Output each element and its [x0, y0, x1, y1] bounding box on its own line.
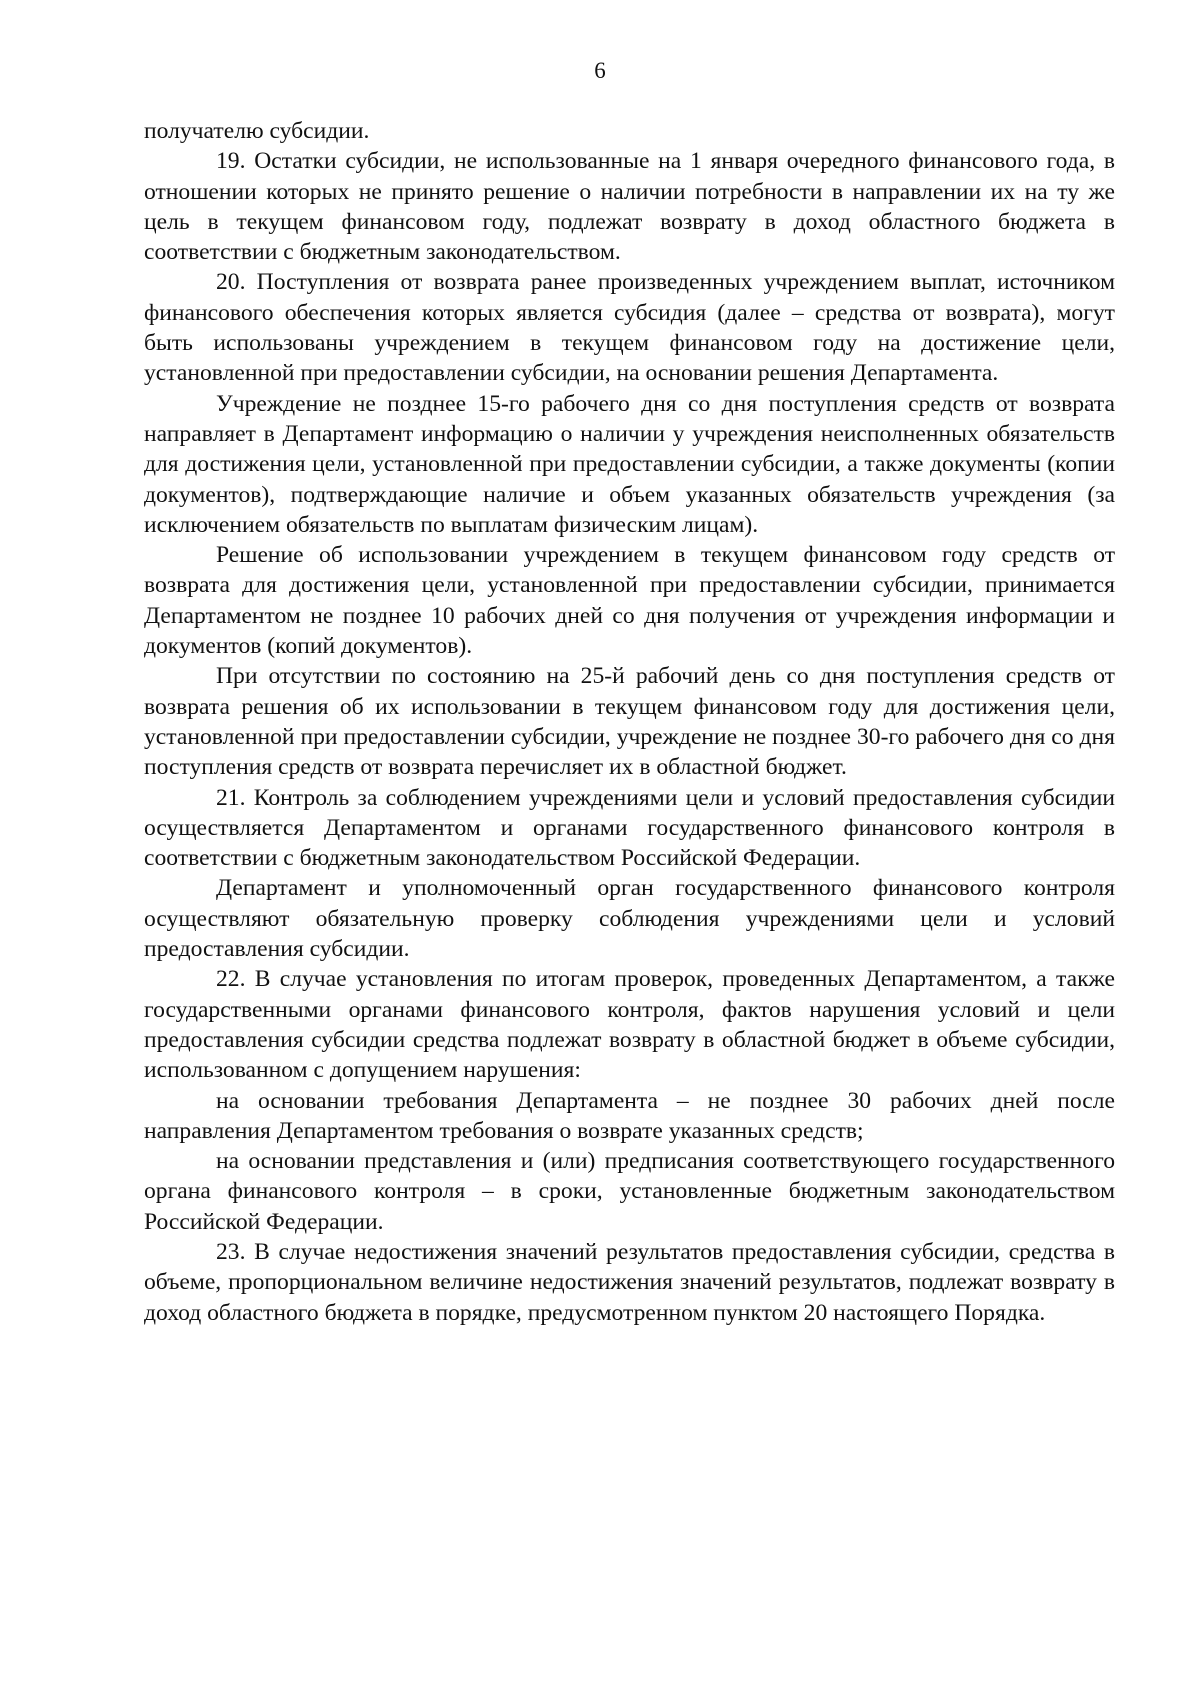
page-number: 6	[594, 58, 606, 83]
document-body	[144, 116, 1115, 1328]
paragraph-22-requirement: на основании требования Департамента – не позднее 30 рабочих дней после направления Департаментом требования о возврате указанных средств;	[144, 1087, 1115, 1144]
paragraph-19: 19. Остатки субсидии, не использованные на 1 января очередного финансового года, в отношении которых не принято решение о наличии потребности в направлении их на ту же цель в текущем финансовом году, подлежат возврату в доход областного бюджета в соответствии с бюджетным законодательством.	[144, 148, 1115, 266]
paragraph-20-decision: Решение об использовании учреждением в текущем финансовом году средств от возврата для достижения цели, установленной при предоставлении субсидии, принимается Департаментом не позднее 10 рабочих дней со дня получения от учреждения информации и документов (копий документов).	[144, 542, 1115, 660]
paragraph-20-absence: При отсутствии по состоянию на 25-й рабочий день со дня поступления средств от возврата решения об их использовании в текущем финансовом году для достижения цели, установленной при предоставлении субсидии, учреждение не позднее 30-го рабочего дня со дня поступления средств от возврата перечисляет их в областной бюджет.	[144, 663, 1115, 781]
paragraph-20: 20. Поступления от возврата ранее произведенных учреждением выплат, источником финансового обеспечения которых является субсидия (далее – средства от возврата), могут быть использованы учреждением в текущем финансовом году на достижение цели, установленной при предоставлении субсидии, на основании решения Департамента.	[144, 269, 1115, 387]
paragraph-continuation: получателю субсидии.	[144, 118, 370, 144]
paragraph-20-info: Учреждение не позднее 15-го рабочего дня со дня поступления средств от возврата направляет в Департамент информацию о наличии у учреждения неисполненных обязательств для достижения цели, установленной при предоставлении субсидии, а также документы (копии документов), подтверждающие наличие и объем указанных обязательств учреждения (за исключением обязательств по выплатам физическим лицам).	[144, 390, 1115, 538]
paragraph-22: 22. В случае установления по итогам проверок, проведенных Департаментом, а также государственными органами финансового контроля, фактов нарушения условий и цели предоставления субсидии средства подлежат возврату в областной бюджет в объеме субсидии, использованном с допущением нарушения:	[144, 966, 1115, 1084]
paragraph-21-check: Департамент и уполномоченный орган государственного финансового контроля осуществляют обязательную проверку соблюдения учреждениями цели и условий предоставления субсидии.	[144, 875, 1115, 963]
paragraph-21: 21. Контроль за соблюдением учреждениями цели и условий предоставления субсидии осуществляется Департаментом и органами государственного финансового контроля в соответствии с бюджетным законодательством Российской Федерации.	[144, 784, 1115, 872]
paragraph-22-prescription: на основании представления и (или) предписания соответствующего государственного органа финансового контроля – в сроки, установленные бюджетным законодательством Российской Федерации.	[144, 1148, 1115, 1235]
paragraph-23: 23. В случае недостижения значений результатов предоставления субсидии, средства в объеме, пропорциональном величине недостижения значений результатов, подлежат возврату в доход областного бюджета в порядке, предусмотренном пунктом 20 настоящего Порядка.	[144, 1238, 1115, 1326]
